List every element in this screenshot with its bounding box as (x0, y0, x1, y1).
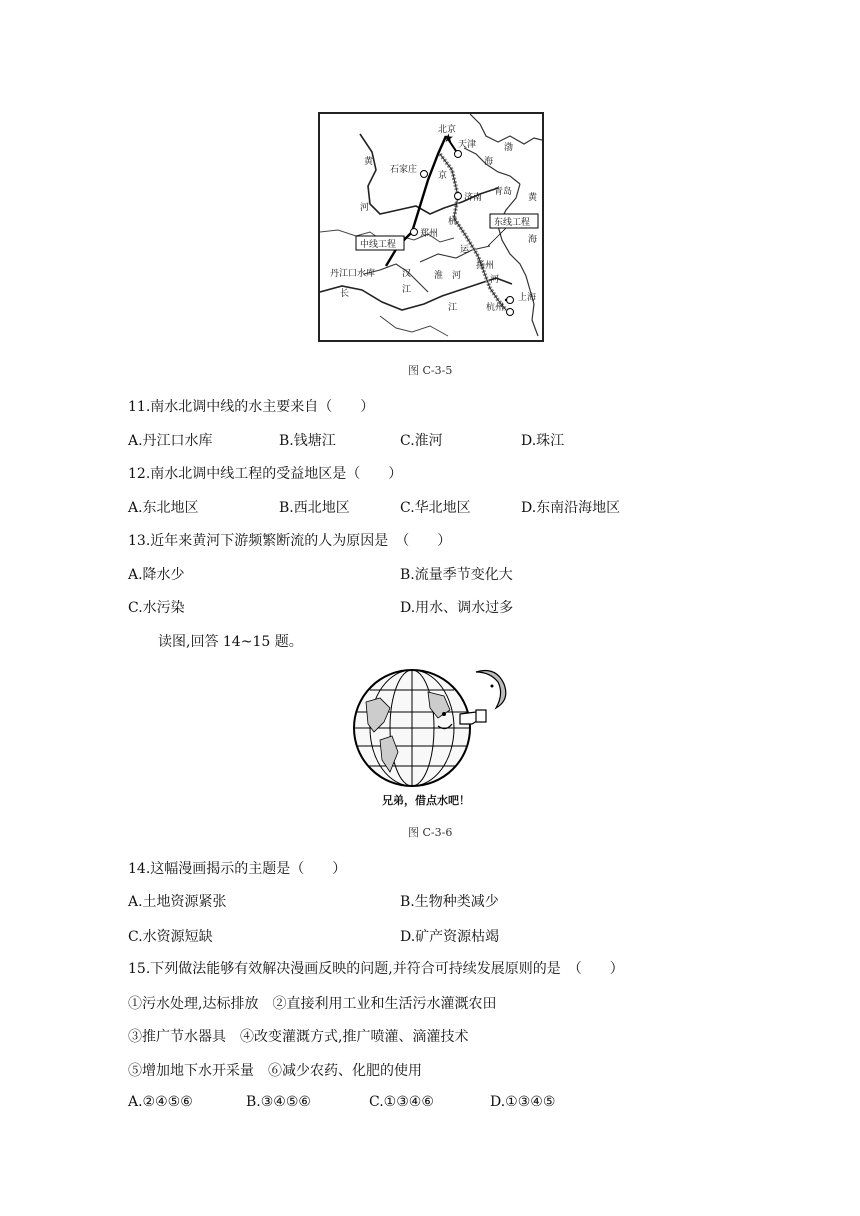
map-label-shanghai: 上海 (518, 293, 537, 303)
figure-caption-c36: 图 C-3-6 (408, 826, 453, 839)
question-15-item-line-1: ①污水处理,达标排放 ②直接利用工业和生活污水灌溉农田 (128, 996, 497, 1012)
east-route-line (440, 154, 506, 310)
map-label-danjiangkou: 丹江口水库 (330, 269, 376, 279)
map-label-beijing: 北京 (438, 125, 457, 135)
map-label-shijiazhuang: 石家庄 (390, 165, 418, 175)
question-11-option-b[interactable]: B.钱塘江 (279, 433, 336, 449)
question-11-option-c[interactable]: C.淮河 (400, 433, 443, 449)
map-label-qingdao: 青岛 (494, 187, 513, 197)
map-label-chang1: 长 (340, 289, 350, 299)
question-15-option-d[interactable]: D.①③④⑤ (490, 1094, 556, 1110)
map-label-han1: 汉 (402, 269, 412, 279)
question-15-option-a[interactable]: A.②④⑤⑥ (128, 1094, 193, 1110)
question-12-option-c[interactable]: C.华北地区 (400, 500, 471, 516)
question-11-option-d[interactable]: D.珠江 (521, 433, 565, 449)
question-11-option-a[interactable]: A.丹江口水库 (128, 433, 213, 449)
question-13-stem: 13.近年来黄河下游频繁断流的人为原因是 （ ） (128, 533, 452, 549)
question-13-option-c[interactable]: C.水污染 (128, 600, 185, 616)
map-label-hai2: 海 (528, 235, 538, 245)
map-label-hangzhou: 杭州 (486, 303, 505, 313)
map-label-east-route: 东线工程 (494, 218, 531, 228)
map-label-he2: 河 (490, 275, 500, 285)
question-12-option-b[interactable]: B.西北地区 (279, 500, 350, 516)
globe-cartoon (340, 662, 520, 810)
question-12-option-d[interactable]: D.东南沿海地区 (521, 500, 621, 516)
map-label-middle-route: 中线工程 (360, 240, 397, 250)
south-north-water-map (318, 112, 544, 342)
question-13-option-a[interactable]: A.降水少 (128, 567, 185, 583)
map-label-hang: 杭 (448, 217, 458, 227)
question-14-option-b[interactable]: B.生物种类减少 (400, 894, 499, 910)
question-15-option-c[interactable]: C.①③④⑥ (369, 1094, 434, 1110)
read-prompt: 读图,回答 14~15 题。 (158, 634, 303, 650)
cartoon-speech-text: 兄弟，借点水吧！ (382, 794, 470, 807)
question-14-option-d[interactable]: D.矿产资源枯竭 (400, 929, 500, 945)
figure-caption-c35: 图 C-3-5 (408, 364, 453, 377)
question-13-option-b[interactable]: B.流量季节变化大 (400, 567, 513, 583)
beijing-star-icon: ★ (443, 131, 454, 145)
question-14-stem: 14.这幅漫画揭示的主题是（ ） (128, 861, 347, 877)
map-label-tianjin: 天津 (458, 140, 477, 150)
map-label-he: 河 (360, 203, 370, 213)
map-label-yangzhou: 扬州 (476, 261, 495, 271)
map-label-huang-sea: 黄 (528, 193, 538, 203)
question-14-option-c[interactable]: C.水资源短缺 (128, 929, 213, 945)
question-12-option-a[interactable]: A.东北地区 (128, 500, 199, 516)
map-svg (320, 114, 542, 340)
question-13-option-d[interactable]: D.用水、调水过多 (400, 600, 514, 616)
question-15-item-line-3: ⑤增加地下水开采量 ⑥减少农药、化肥的使用 (128, 1063, 422, 1079)
map-label-jinan: 济南 (464, 193, 483, 203)
map-label-chang2: 江 (448, 303, 458, 313)
question-12-stem: 12.南水北调中线工程的受益地区是（ ） (128, 466, 403, 482)
map-label-hai1: 海 (484, 157, 494, 167)
globe-cartoon-svg (340, 662, 520, 810)
map-label-jing: 京 (438, 171, 448, 181)
question-15-stem: 15.下列做法能够有效解决漫画反映的问题,并符合可持续发展原则的是 （ ） (128, 961, 624, 977)
map-label-bo: 渤 (504, 143, 514, 153)
question-14-option-a[interactable]: A.土地资源紧张 (128, 894, 227, 910)
map-label-yun: 运 (460, 245, 470, 255)
map-label-huang-river: 黄 (364, 157, 374, 167)
map-label-zhengzhou: 郑州 (420, 229, 439, 239)
question-11-stem: 11.南水北调中线的水主要来自（ ） (128, 399, 375, 415)
map-label-huai-he: 淮 河 (434, 271, 462, 281)
question-15-item-line-2: ③推广节水器具 ④改变灌溉方式,推广喷灌、滴灌技术 (128, 1029, 469, 1045)
question-15-option-b[interactable]: B.③④⑤⑥ (246, 1094, 311, 1110)
map-label-han2: 江 (402, 285, 412, 295)
